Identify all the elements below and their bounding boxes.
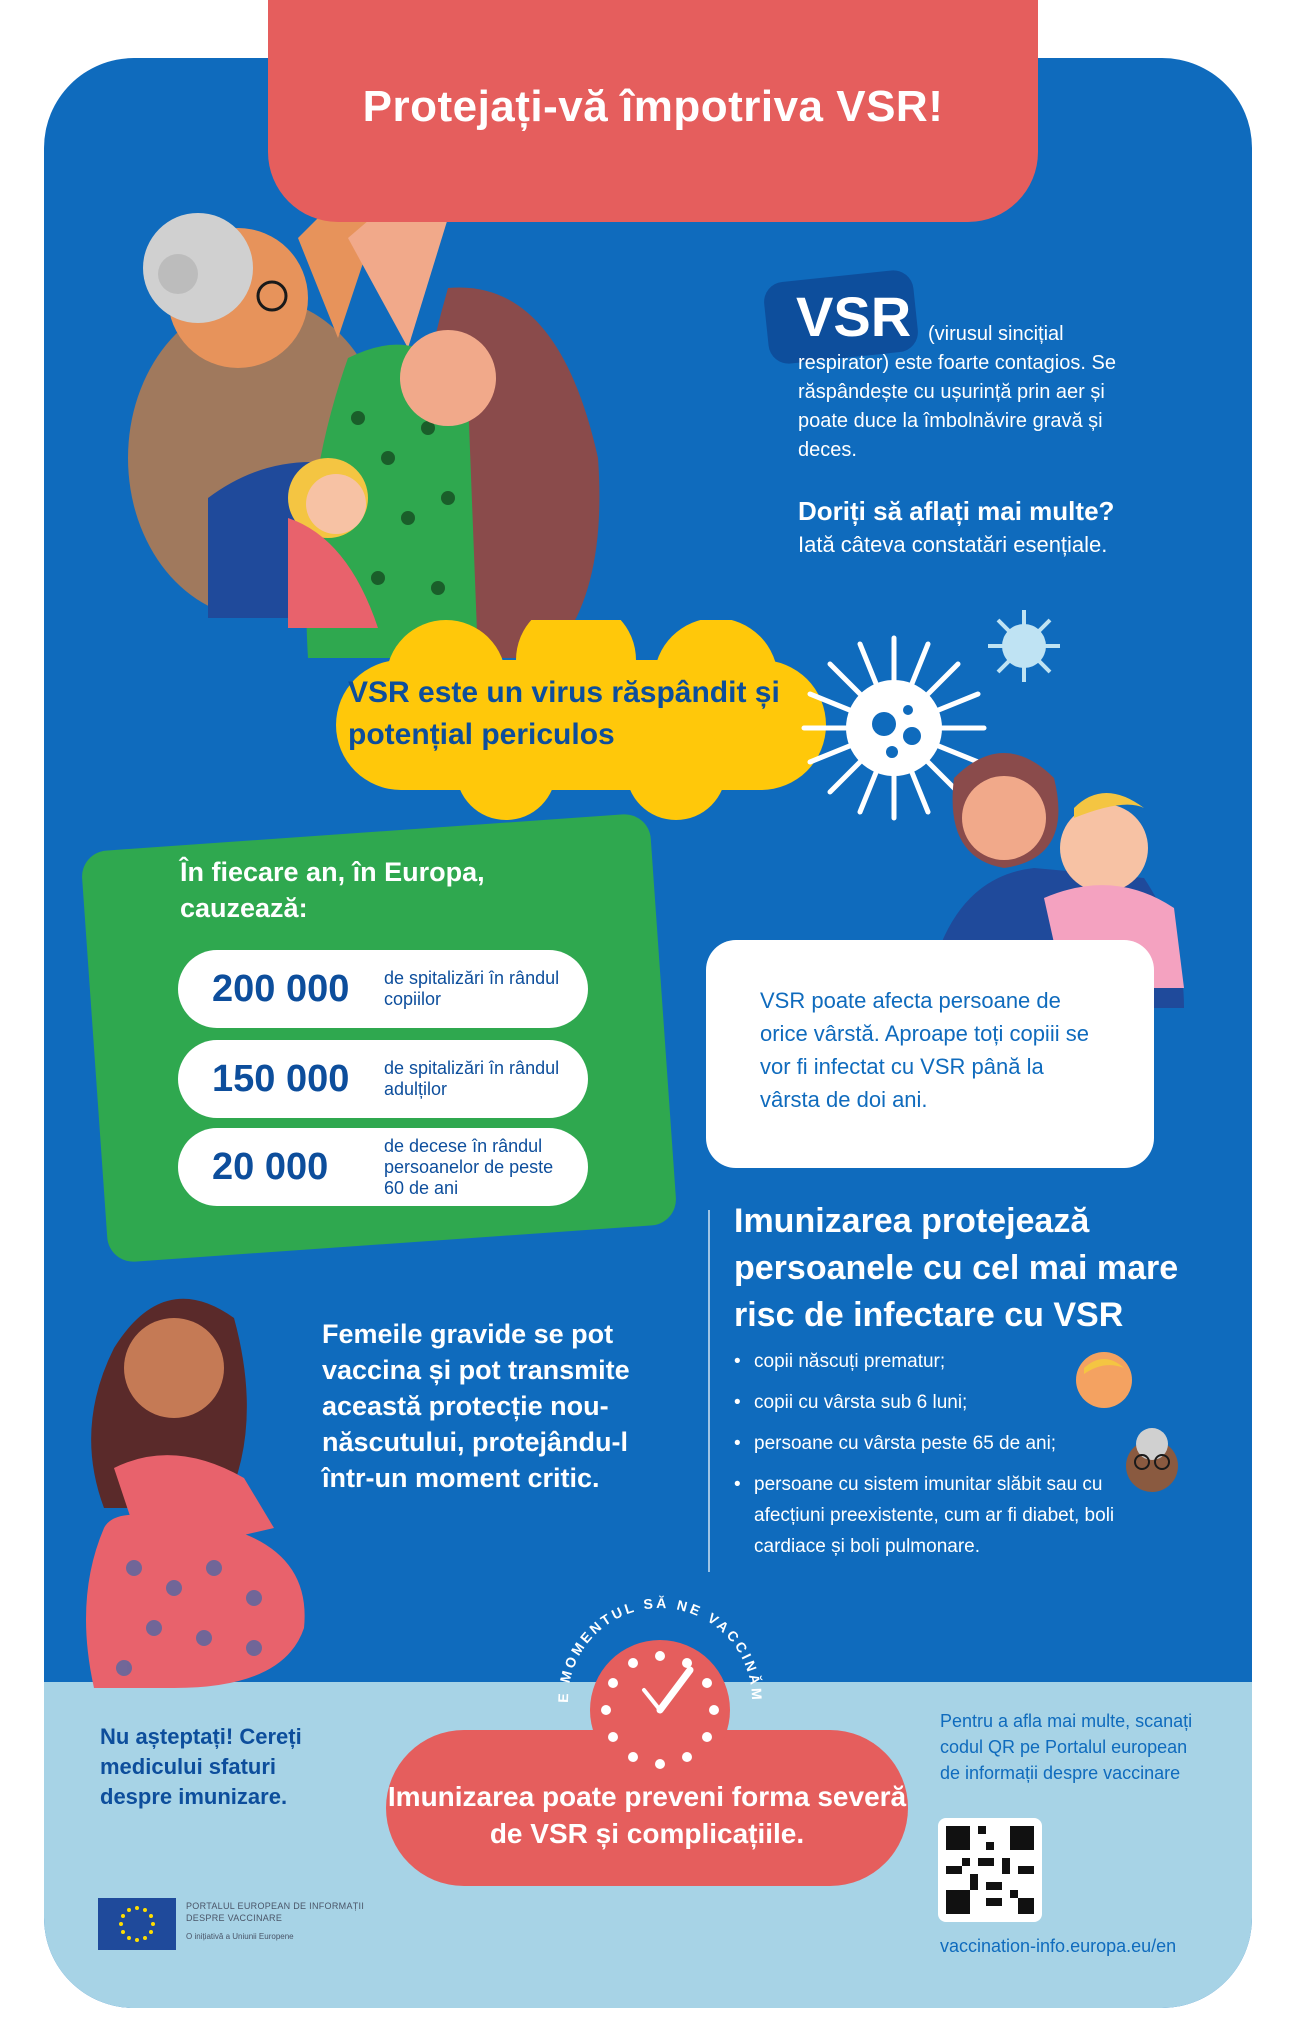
question-title: Doriți să aflați mai multe?	[798, 496, 1115, 526]
age-card-text: VSR poate afecta persoane de orice vârstă. Aproape toți copiii se vor fi infectat cu VSR până la vârsta de doi ani.	[760, 988, 1089, 1112]
elder-face-icon	[1122, 1426, 1182, 1496]
advice-text: Nu așteptați! Cereți medicului sfaturi despre imunizare.	[100, 1724, 302, 1809]
prevention-pill-text: Imunizarea poate preveni forma severă de VSR și complicațiile.	[387, 1781, 907, 1849]
title-tab	[268, 0, 1038, 222]
eu-flag-icon	[98, 1898, 176, 1950]
qr-instructions: Pentru a afla mai multe, scanați codul QR pe Portalul european de informații despre vaccinare	[940, 1711, 1193, 1783]
stat-pill	[178, 1040, 588, 1118]
list-item: • persoane cu sistem imunitar slăbit sau cu afecțiuni preexistente, cum ar fi diabet, boli cardiace și boli pulmonare.	[734, 1469, 1124, 1562]
stat-value: 150 000	[212, 1057, 350, 1100]
list-item: • copii cu vârsta sub 6 luni;	[734, 1387, 1124, 1418]
stat-pill	[178, 1128, 588, 1206]
vsr-abbr: VSR	[796, 285, 912, 348]
list-item: • persoane cu vârsta peste 65 de ani;	[734, 1428, 1124, 1459]
intro-text-rest: respirator) este foarte contagios. Se răspândește cu ușurință prin aer și poate duce la îmbolnăvire gravă și deces.	[798, 352, 1116, 461]
website-link[interactable]: vaccination-info.europa.eu/en	[940, 1936, 1177, 1956]
immunization-title: Imunizarea protejează persoanele cu cel mai mare risc de infectare cu VSR	[734, 1202, 1179, 1334]
vaccine-clock-icon	[540, 1560, 780, 1790]
stat-label: de spitalizări în rândul copiilor	[384, 968, 560, 1009]
eu-portal-subtitle: O inițiativă a Uniunii Europene	[186, 1932, 294, 1941]
stats-title: În fiecare an, în Europa, cauzează:	[180, 857, 485, 923]
stat-value: 200 000	[212, 967, 350, 1010]
small-virus-icon	[984, 606, 1064, 686]
family-illustration	[88, 198, 648, 678]
qr-code-icon	[946, 1826, 1034, 1914]
qr-code[interactable]	[938, 1818, 1042, 1922]
stat-value: 20 000	[212, 1145, 329, 1188]
intro-text-lead: (virusul sincițial	[928, 323, 1064, 345]
question-subtitle: Iată câteva constatări esențiale.	[798, 532, 1108, 557]
list-item: • copii născuți prematur;	[734, 1346, 1124, 1377]
risk-list	[734, 1346, 1124, 1572]
divider-line	[708, 1210, 710, 1572]
eu-portal-title: PORTALUL EUROPEAN DE INFORMAȚII DESPRE VACCINARE	[186, 1901, 365, 1923]
stat-pill	[178, 950, 588, 1028]
cloud-text: VSR este un virus răspândit și potențial periculos	[348, 676, 780, 751]
intro-text	[798, 320, 1138, 465]
stat-label: de spitalizări în rândul adulților	[384, 1058, 560, 1099]
clock-arc-text: E MOMENTUL SĂ NE VACCINĂM	[554, 1594, 766, 1704]
pregnant-text: Femeile gravide se pot vaccina și pot transmite această protecție nou-născutului, protejându-l într-un moment critic.	[322, 1319, 630, 1493]
page-title: Protejați-vă împotriva VSR!	[362, 82, 944, 131]
stat-label: de decese în rândul persoanelor de peste 60 de ani	[384, 1135, 554, 1198]
